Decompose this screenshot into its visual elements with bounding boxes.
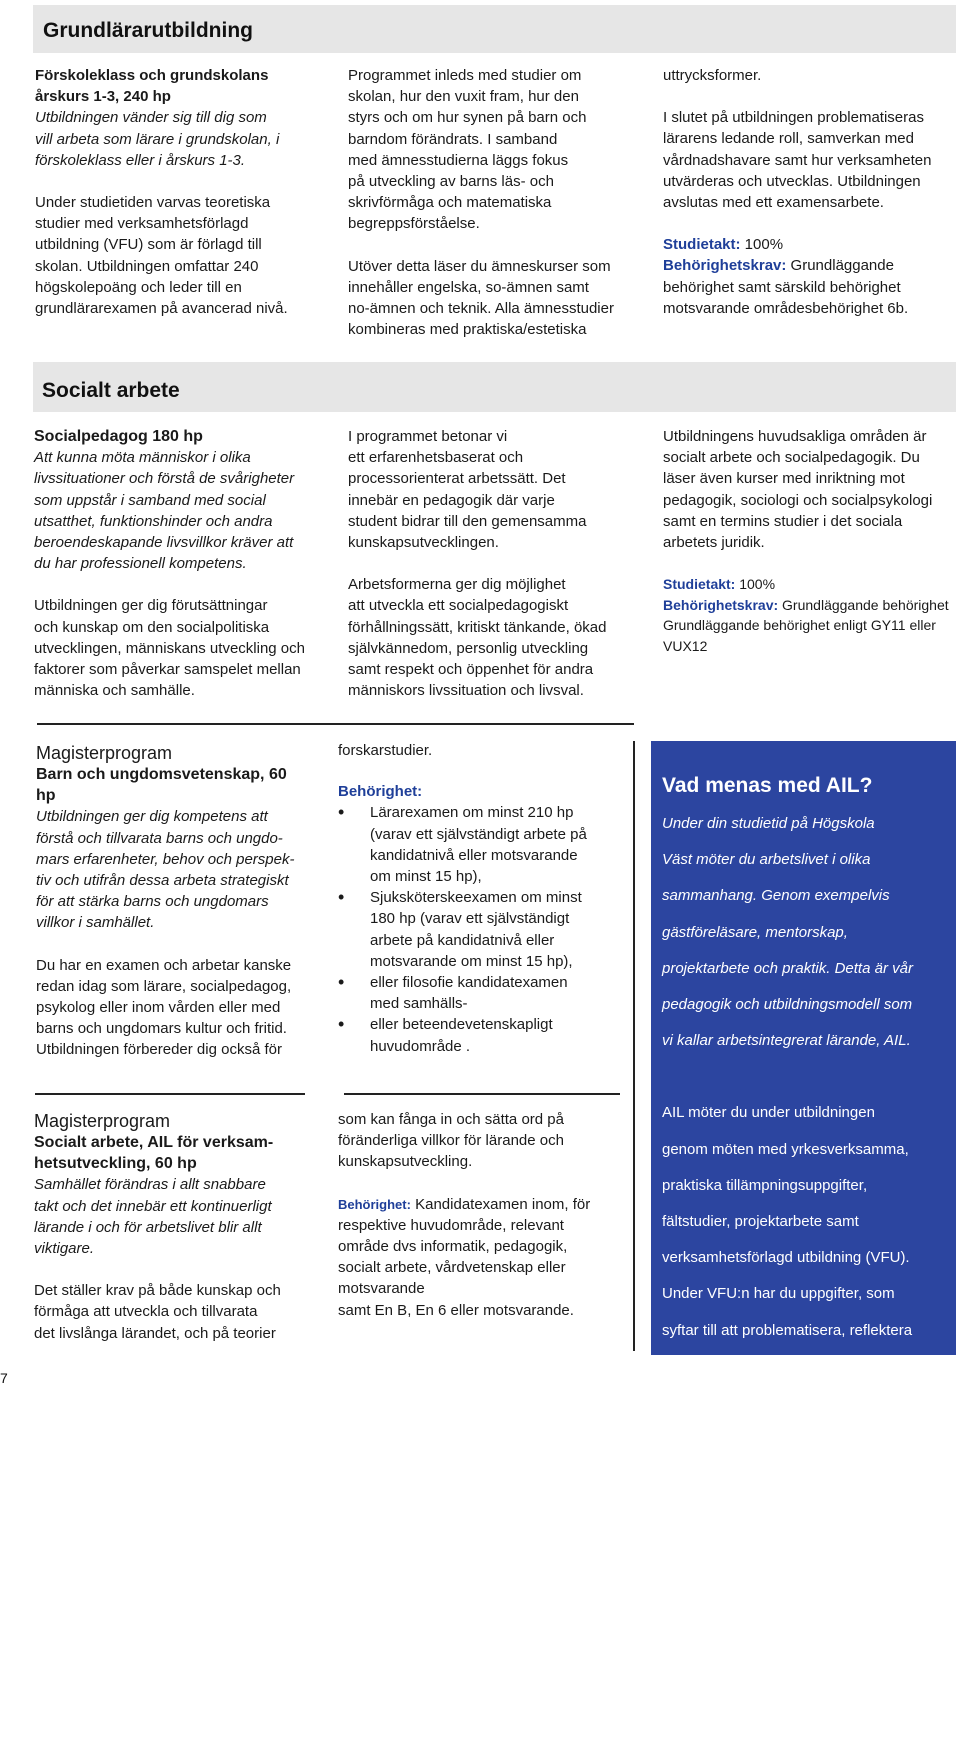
body-line: förhållningssätt, kritiskt tänkande, ökad bbox=[348, 618, 607, 636]
body-line: genom möten med yrkesverksamma, bbox=[662, 1140, 909, 1158]
body-line: Utbildningen ger dig förutsättningar bbox=[34, 597, 268, 615]
body-line: kunskapsutveckling. bbox=[338, 1153, 473, 1171]
divider-middle-left bbox=[35, 1093, 305, 1095]
intro-line: Under din studietid på Högskola bbox=[662, 815, 875, 832]
body-line: socialt arbete och socialpedagogik. Du bbox=[663, 449, 920, 467]
studietakt-line: Studietakt: 100% bbox=[663, 236, 784, 254]
list-item: • Sjuksköterskeexamen om minst 180 hp (varav ett självständigt arbete på kandidatnivå eller motsvarande om minst 15 hp), bbox=[338, 887, 623, 972]
body-line: Programmet inleds med studier om bbox=[348, 67, 582, 84]
socialt-arbete-column-1 bbox=[34, 426, 339, 701]
body-line: ett erfarenhetsbaserat och bbox=[348, 449, 524, 467]
body-line: utvärderas och utvecklas. Utbildningen bbox=[663, 172, 921, 190]
body-line: skolan, hur den vuxit fram, hur den bbox=[348, 88, 579, 106]
body-line: självkännedom, personlig utveckling bbox=[348, 639, 589, 657]
body-line: Utöver detta läser du ämneskurser som bbox=[348, 257, 611, 275]
body-line: no-ämnen och teknik. Alla ämnesstudier bbox=[348, 300, 614, 318]
body-line: Grundläggande behörighet enligt GY11 eller bbox=[663, 617, 936, 634]
behorighet-label: Behörighet: bbox=[338, 783, 423, 801]
body-line: verksamheten. bbox=[662, 1430, 761, 1448]
body-line: behörighet samt särskild behörighet bbox=[663, 278, 901, 296]
intro-line: lärande i och för arbetslivet blir allt bbox=[34, 1218, 262, 1236]
intro-line: förstå och tillvarata barns och ungdo- bbox=[36, 829, 283, 847]
body-line: verksamhetsförlagd utbildning (VFU). bbox=[662, 1249, 910, 1267]
body-line: det livslånga lärandet, och på teorier bbox=[34, 1324, 276, 1342]
magister-ail-column-2 bbox=[338, 1109, 628, 1321]
body-line: redan idag som lärare, socialpedagog, bbox=[36, 977, 292, 995]
intro-line: vill arbeta som lärare i grundskolan, i bbox=[35, 130, 280, 148]
body-line: vårdnadshavare samt hur verksamheten bbox=[663, 151, 932, 169]
body-line: arbetsintegrerat lärande och personlig bbox=[662, 1611, 915, 1629]
body-line: på utveckling av barns läs- och bbox=[348, 173, 554, 191]
body-line: människa och samhälle. bbox=[34, 682, 195, 700]
body-line: utveckling är betydelsefull för att du bbox=[662, 1647, 898, 1665]
body-line: Det ställer krav på både kunskap och bbox=[34, 1282, 281, 1300]
intro-line: Att kunna möta människor i olika bbox=[34, 449, 251, 467]
body-line: styrs och om hur synen på barn och bbox=[348, 109, 587, 127]
magister-barn-column-2 bbox=[338, 740, 623, 1057]
body-line: lärarens ledande roll, samverkan med bbox=[663, 130, 914, 148]
body-line: och analysera situationer i arbetet, bbox=[662, 1357, 892, 1375]
body-line: psykolog eller inom vården eller med bbox=[36, 999, 281, 1017]
program-name: Barn och ungdomsvetenskap, 60 bbox=[36, 766, 287, 783]
divider-vertical bbox=[633, 741, 635, 1351]
body-line: syftar till att problematisera, reflektera bbox=[662, 1321, 913, 1339]
body-line: Handledda seminarier ger dig möjlighet bbox=[662, 1502, 923, 1520]
behorighet-line: Behörighetskrav: Grundläggande behörighet bbox=[663, 596, 949, 613]
body-line: barns och ungdomars kultur och fritid. bbox=[36, 1020, 287, 1038]
page-number: 7 bbox=[0, 1370, 8, 1386]
magister-ail-column-1 bbox=[34, 1110, 324, 1344]
behorighet-line: Behörighetskrav: Grundläggande bbox=[663, 257, 894, 275]
body-line: faktorer som påverkar samspelet mellan bbox=[34, 661, 301, 679]
body-line: samt en termins studier i det sociala bbox=[663, 512, 903, 530]
body-line: Under VFU:n har du uppgifter, som bbox=[662, 1285, 895, 1303]
body-line: I slutet på utbildningen problematiseras bbox=[663, 109, 924, 127]
body-line: avslutas med ett examensarbete. bbox=[663, 194, 884, 212]
intro-line: Utbildningen vänder sig till dig som bbox=[35, 109, 267, 127]
intro-line: viktigare. bbox=[34, 1240, 95, 1258]
body-line: kunskapsutvecklingen. bbox=[348, 534, 499, 552]
list-item: • eller beteendevetenskapligt huvudområde . bbox=[338, 1014, 623, 1056]
body-line: I programmet betonar vi bbox=[348, 428, 508, 445]
body-line: Arbetsformerna ger dig möjlighet bbox=[348, 576, 566, 594]
socialt-arbete-column-3 bbox=[663, 426, 958, 656]
grundlarare-column-1 bbox=[35, 65, 335, 319]
intro-line: takt och det innebär ett kontinuerligt bbox=[34, 1197, 272, 1215]
body-line: och kunskap om den socialpolitiska bbox=[34, 618, 270, 636]
body-line: Utbildningens huvudsakliga områden är bbox=[663, 428, 927, 445]
body-line: ska utveckla handlingsberedskap för bbox=[662, 1683, 905, 1701]
body-line: fältstudier, projektarbete samt bbox=[662, 1213, 859, 1231]
body-line: område dvs informatik, pedagogik, bbox=[338, 1238, 568, 1256]
body-line: din kommande yrkesroll. bbox=[662, 1719, 825, 1737]
body-line: människors livssituation och livsval. bbox=[348, 682, 584, 700]
list-item: • eller filosofie kandidatexamen med samhälls- bbox=[338, 972, 623, 1014]
body-line: Under studietiden varvas teoretiska bbox=[35, 194, 271, 212]
intro-line: gästföreläsare, mentorskap, bbox=[662, 923, 848, 941]
program-type: Magisterprogram bbox=[36, 743, 173, 763]
body-line: föränderliga villkor för lärande och bbox=[338, 1132, 564, 1150]
divider-middle-right bbox=[344, 1093, 620, 1095]
body-line: skrivförmåga och matematiska bbox=[348, 194, 552, 212]
body-line: processorienterat arbetssätt. Det bbox=[348, 470, 566, 488]
program-type: Magisterprogram bbox=[34, 1111, 171, 1131]
body-line: med ämnesstudierna läggs fokus bbox=[348, 151, 569, 169]
body-line: samt att beskriva och kritiskt granska bbox=[662, 1394, 908, 1412]
intro-line: som uppstår i samband med social bbox=[34, 491, 266, 509]
list-item: • Lärarexamen om minst 210 hp (varav ett självständigt arbete på kandidatnivå eller motsvarande om minst 15 hp), bbox=[338, 802, 623, 887]
body-line: socialt arbete, vårdvetenskap eller bbox=[338, 1259, 566, 1277]
intro-line: mars erfarenheter, behov och perspek- bbox=[36, 850, 295, 868]
intro-line: beroendeskapande livsvillkor kräver att bbox=[34, 534, 294, 552]
body-line: begreppsförståelse. bbox=[348, 215, 480, 233]
body-line: motsvarande bbox=[338, 1280, 425, 1298]
body-line: innebär en pedagogik där varje bbox=[348, 491, 555, 509]
body-line: högskolepoäng och leder till en bbox=[35, 278, 242, 296]
intro-line: pedagogik och utbildningsmodell som bbox=[662, 996, 913, 1014]
body-line: studier med verksamhetsförlagd bbox=[35, 215, 249, 233]
program-heading: Socialpedagog 180 hp bbox=[34, 428, 203, 445]
body-line: AIL möter du under utbildningen bbox=[662, 1104, 875, 1122]
body-line: Utbildningen förbereder dig också för bbox=[36, 1041, 282, 1059]
body-line: att utveckla ett socialpedagogiskt bbox=[348, 597, 569, 615]
body-line: arbetets juridik. bbox=[663, 534, 765, 552]
body-line: motsvarande områdesbehörighet 6b. bbox=[663, 299, 909, 317]
intro-line: Utbildningen ger dig kompetens att bbox=[36, 808, 268, 826]
body-line: att diskutera och integrera teoretiska bbox=[662, 1538, 905, 1556]
intro-line: du har professionell kompetens. bbox=[34, 555, 247, 573]
behorighet-list bbox=[338, 802, 623, 1056]
section-title-grundlarare: Grundlärarutbildning bbox=[43, 19, 253, 42]
body-line: läser även kurser med inriktning mot bbox=[663, 470, 905, 488]
intro-line: Samhället förändras i allt snabbare bbox=[34, 1176, 266, 1194]
socialt-arbete-column-2 bbox=[348, 426, 648, 701]
program-heading: årskurs 1-3, 240 hp bbox=[35, 88, 171, 106]
body-line: uttrycksformer. bbox=[663, 67, 762, 84]
intro-line: villkor i samhället. bbox=[36, 914, 155, 932]
body-line: skolan. Utbildningen omfattar 240 bbox=[35, 257, 259, 275]
body-line: grundlärarexamen på avancerad nivå. bbox=[35, 300, 288, 318]
intro-line: Väst möter du arbetslivet i olika bbox=[662, 851, 871, 869]
body-line: barndom förändrats. I samband bbox=[348, 130, 558, 148]
divider-top bbox=[37, 723, 634, 725]
intro-line: sammanhang. Genom exempelvis bbox=[662, 887, 890, 905]
body-line: student bidrar till den gemensamma bbox=[348, 512, 587, 530]
body-line: förmåga att utveckla och tillvarata bbox=[34, 1303, 258, 1321]
body-line: samt En B, En 6 eller motsvarande. bbox=[338, 1301, 574, 1319]
body-line: Du har en examen och arbetar kanske bbox=[36, 956, 292, 974]
body-line: respektive huvudområde, relevant bbox=[338, 1216, 564, 1234]
intro-line: förskoleklass eller i årskurs 1-3. bbox=[35, 151, 246, 169]
body-line: som kan fånga in och sätta ord på bbox=[338, 1111, 564, 1128]
ail-heading: Vad menas med AIL? bbox=[662, 774, 873, 797]
section-title-socialt-arbete: Socialt arbete bbox=[42, 379, 180, 402]
intro-line: utsatthet, funktionshinder och andra bbox=[34, 512, 273, 530]
body-line: innehåller engelska, so-ämnen samt bbox=[348, 278, 589, 296]
body-line: forskarstudier. bbox=[338, 742, 433, 759]
grundlarare-column-2 bbox=[348, 65, 648, 340]
intro-line: vi kallar arbetsintegrerat lärande, AIL. bbox=[662, 1032, 911, 1050]
behorighet-line: Behörighet: Kandidatexamen inom, för bbox=[338, 1195, 591, 1213]
grundlarare-column-3 bbox=[663, 65, 958, 319]
program-name: hp bbox=[36, 787, 56, 805]
intro-line: projektarbete och praktik. Detta är vår bbox=[662, 959, 913, 977]
ail-info-box bbox=[651, 741, 956, 1737]
program-name: Socialt arbete, AIL för verksam- bbox=[34, 1134, 274, 1151]
body-line: kombineras med praktiska/estetiska bbox=[348, 321, 587, 339]
studietakt-line: Studietakt: 100% bbox=[663, 576, 776, 593]
body-line: utvecklingen, människans utveckling och bbox=[34, 639, 305, 657]
body-line: och praktiska kunskaper. Reflektion, bbox=[662, 1574, 903, 1592]
intro-line: för att stärka barns och ungdomars bbox=[36, 893, 269, 911]
body-line: praktiska tillämpningsuppgifter, bbox=[662, 1176, 868, 1194]
body-line: utbildning (VFU) som är förlagd till bbox=[35, 236, 262, 254]
intro-line: tiv och utifrån dessa arbeta strategiskt bbox=[36, 872, 289, 890]
magister-barn-column-1 bbox=[36, 742, 321, 1061]
body-line: samt respekt och öppenhet för andra bbox=[348, 661, 594, 679]
program-heading: Förskoleklass och grundskolans bbox=[35, 67, 269, 84]
body-line: pedagogik, sociologi och socialpsykologi bbox=[663, 491, 933, 509]
program-name: hetsutveckling, 60 hp bbox=[34, 1155, 197, 1173]
intro-line: livssituationer och förstå de svårigheter bbox=[34, 470, 295, 488]
body-line: VUX12 bbox=[663, 637, 708, 654]
